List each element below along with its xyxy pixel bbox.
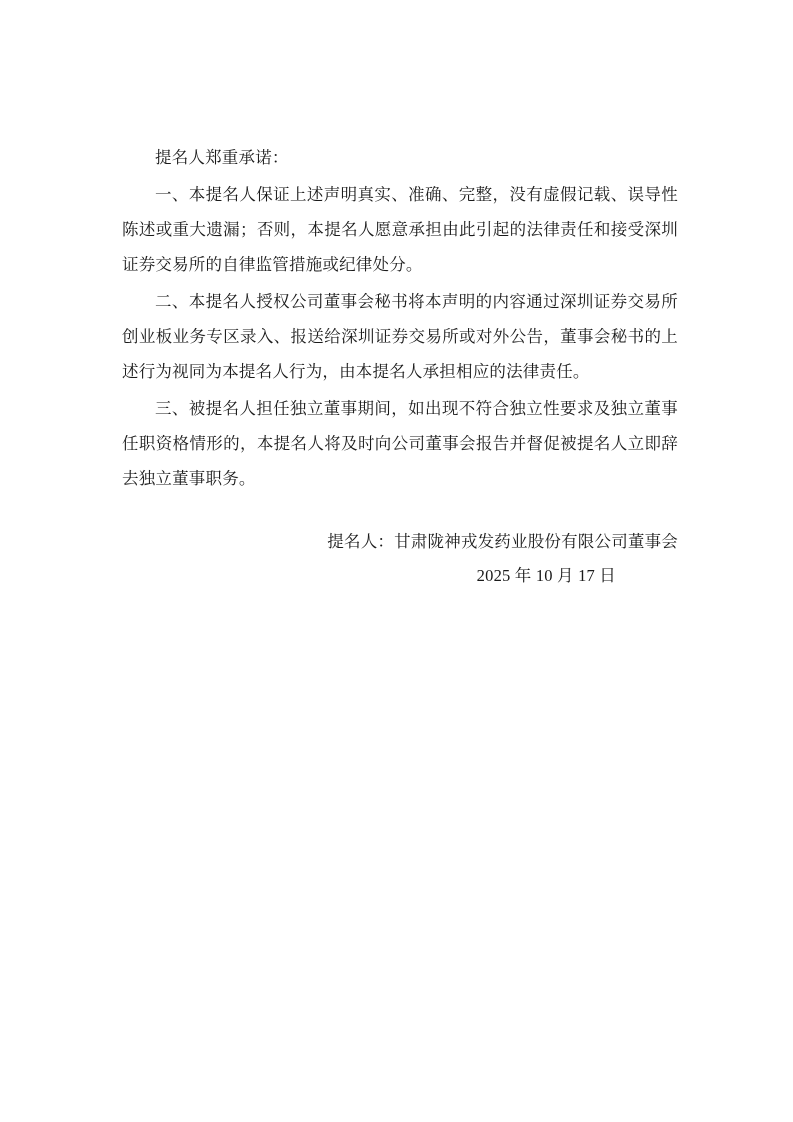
paragraph-item-2: 二、本提名人授权公司董事会秘书将本声明的内容通过深圳证券交易所创业板业务专区录入、报送给深圳证券交易所或对外公告，董事会秘书的上述行为视同为本提名人行为，由本提名人承担相应的法律责任。 — [122, 292, 678, 381]
signature-date: 2025 年 10 月 17 日 — [476, 566, 616, 585]
paragraph-item-3: 三、被提名人担任独立董事期间，如出现不符合独立性要求及独立董事任职资格情形的，本提名人将及时向公司董事会报告并督促被提名人立即辞去独立董事职务。 — [122, 399, 678, 488]
paragraph-item-1: 一、本提名人保证上述声明真实、准确、完整，没有虚假记载、误导性陈述或重大遗漏；否则，本提名人愿意承担由此引起的法律责任和接受深圳证券交易所的自律监管措施或纪律处分。 — [122, 185, 678, 274]
signature-nominator: 提名人：甘肃陇神戎发药业股份有限公司董事会 — [327, 532, 678, 551]
signature-block — [122, 525, 678, 593]
document-body — [122, 140, 678, 498]
paragraph-intro: 提名人郑重承诺： — [155, 148, 289, 167]
